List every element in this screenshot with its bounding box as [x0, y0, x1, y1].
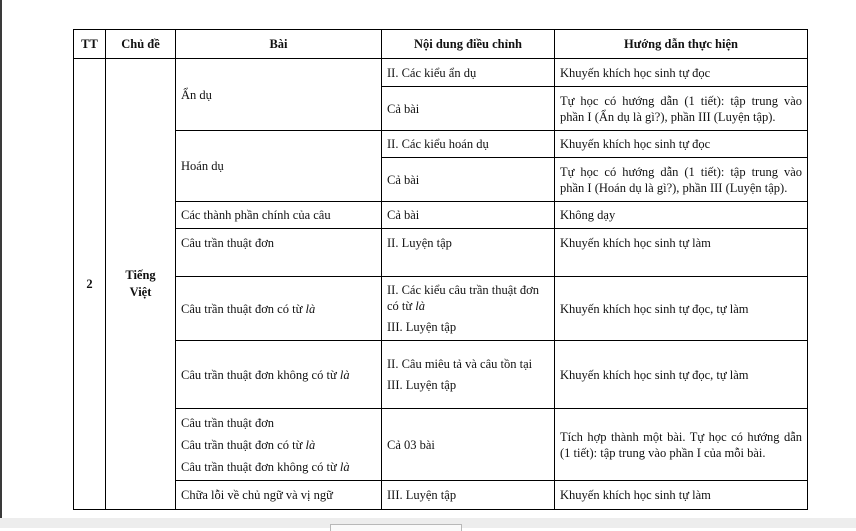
adjust-cell: Cả bài	[382, 158, 555, 202]
lesson-cell	[176, 341, 382, 409]
lesson-text: Câu trần thuật đơn không có từ	[181, 459, 337, 474]
adjust-cell: Cả bài	[382, 87, 555, 131]
guide-cell: Không dạy	[555, 202, 808, 229]
adjust-cell: II. Luyện tập	[382, 229, 555, 277]
lesson-line-1: Câu trần thuật đơn	[181, 415, 275, 430]
guide-cell: Khuyến khích học sinh tự đọc, tự làm	[555, 341, 808, 409]
adjust-cell: Cả 03 bài	[382, 409, 555, 481]
lesson-cell: Hoán dụ	[176, 131, 382, 202]
lesson-italic-word: là	[305, 301, 316, 316]
lesson-cell: Chữa lỗi về chủ ngữ và vị ngữ	[176, 481, 382, 510]
adjust-line-2: III. Luyện tập	[387, 320, 457, 334]
table-row	[74, 131, 808, 158]
lesson-italic-word: là	[339, 367, 350, 382]
adjust-line-2: III. Luyện tập	[387, 378, 457, 392]
adjust-line-1: II. Câu miêu tả và câu tồn tại	[387, 357, 533, 371]
curriculum-adjustment-table	[73, 29, 808, 510]
guide-cell: Khuyến khích học sinh tự đọc	[555, 59, 808, 87]
guide-cell: Khuyến khích học sinh tự làm	[555, 229, 808, 277]
guide-cell: Tự học có hướng dẫn (1 tiết): tập trung vào phần I (Hoán dụ là gì?), phần III (Luyện tập).	[555, 158, 808, 202]
table-row	[74, 409, 808, 481]
table-row	[74, 59, 808, 87]
adjust-cell: III. Luyện tập	[382, 481, 555, 510]
guide-cell: Tích hợp thành một bài. Tự học có hướng dẫn (1 tiết): tập trung vào phần I của mỗi bài.	[555, 409, 808, 481]
adjust-cell	[382, 341, 555, 409]
table-row	[74, 277, 808, 341]
guide-cell: Khuyến khích học sinh tự làm	[555, 481, 808, 510]
adjust-cell: Cả bài	[382, 202, 555, 229]
table-row	[74, 341, 808, 409]
lesson-text: Câu trần thuật đơn có từ	[181, 437, 303, 452]
table-row	[74, 229, 808, 277]
guide-cell: Khuyến khích học sinh tự đọc, tự làm	[555, 277, 808, 341]
adjust-cell: II. Các kiểu hoán dụ	[382, 131, 555, 158]
lesson-italic-word: là	[305, 437, 316, 452]
header-topic: Chủ đề	[106, 30, 176, 59]
header-adjust: Nội dung điều chỉnh	[382, 30, 555, 59]
adjust-line-1	[387, 282, 549, 314]
lesson-text: Câu trần thuật đơn có từ	[181, 301, 303, 316]
guide-cell: Khuyến khích học sinh tự đọc	[555, 131, 808, 158]
lesson-cell: Các thành phần chính của câu	[176, 202, 382, 229]
adjust-text: II. Các kiểu câu trần thuật đơn có từ	[387, 283, 540, 313]
header-tt: TT	[74, 30, 106, 59]
page-footer-area	[0, 518, 856, 528]
lesson-line-2	[181, 437, 376, 453]
lesson-cell: Ẩn dụ	[176, 59, 382, 131]
topic-cell	[106, 59, 176, 510]
lesson-text: Câu trần thuật đơn không có từ	[181, 367, 337, 382]
adjust-cell: II. Các kiểu ẩn dụ	[382, 59, 555, 87]
lesson-cell	[176, 409, 382, 481]
header-guide: Hướng dẫn thực hiện	[555, 30, 808, 59]
adjust-cell	[382, 277, 555, 341]
topic-line-1: Tiếng	[125, 268, 156, 282]
topic-line-2: Việt	[129, 285, 152, 299]
header-row	[74, 30, 808, 59]
adjust-italic-word: là	[415, 299, 426, 313]
table-row	[74, 481, 808, 510]
header-lesson: Bài	[176, 30, 382, 59]
lesson-cell	[176, 277, 382, 341]
lesson-cell: Câu trần thuật đơn	[176, 229, 382, 277]
guide-cell: Tự học có hướng dẫn (1 tiết): tập trung vào phần I (Ẩn dụ là gì?), phần III (Luyện tập).	[555, 87, 808, 131]
table-row	[74, 202, 808, 229]
row-number: 2	[74, 59, 106, 510]
lesson-line-3	[181, 459, 376, 475]
window-left-edge	[0, 0, 2, 528]
lesson-italic-word: là	[339, 459, 350, 474]
